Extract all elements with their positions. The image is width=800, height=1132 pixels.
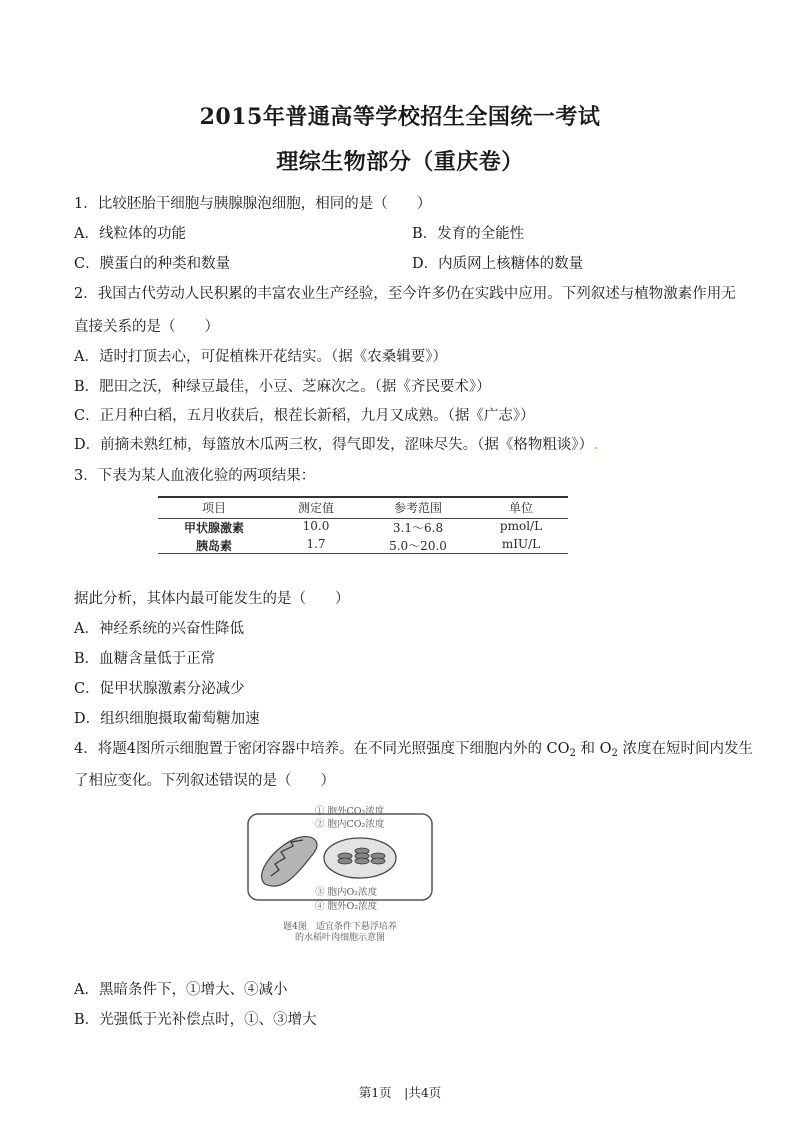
figure-label-3: ③ 胞内O₂浓度 <box>315 887 378 898</box>
table-header-cell: 单位 <box>508 501 533 515</box>
table-cell: 10.0 <box>302 519 330 533</box>
table-cell: 3.1～6.8 <box>392 521 444 535</box>
figure-label-4: ④ 胞外O₂浓度 <box>315 901 378 912</box>
q2-option-c: C．正月种白稻，五月收获后，根茬长新稻，九月又成熟。（据《广志》） <box>74 408 535 424</box>
q4-option-a: A．黑暗条件下，①增大、④减小 <box>74 982 288 998</box>
q2-stem-line2: 直接关系的是（ ） <box>74 319 219 335</box>
table-header-cell: 测定值 <box>297 501 334 515</box>
subscript: 2 <box>611 748 618 759</box>
table-header-cell: 项目 <box>201 501 226 515</box>
q1-option-b: B．发育的全能性 <box>412 226 525 242</box>
table-cell: 甲状腺激素 <box>183 521 244 535</box>
q3-option-b: B．血糖含量低于正常 <box>74 651 216 667</box>
q3-stem: 3．下表为某人血液化验的两项结果： <box>74 468 316 484</box>
q4-cell-figure <box>245 800 435 943</box>
q2-option-d <box>74 433 598 454</box>
stray-mark: . <box>593 434 599 453</box>
table-bottom-rule <box>158 553 568 554</box>
blood-test-table <box>158 496 568 554</box>
q1-stem: 1．比较胚胎干细胞与胰腺腺泡细胞，相同的是（ ） <box>74 196 432 212</box>
q3-option-a: A．神经系统的兴奋性降低 <box>74 621 244 637</box>
q4-stem-part: 4．将题4图所示细胞置于密闭容器中培养。在不同光照强度下细胞内外的 CO <box>74 741 570 757</box>
q3-stem2: 据此分析，其体内最可能发生的是（ ） <box>74 591 350 607</box>
q2-option-a: A．适时打顶去心，可促植株开花结实。（据《农桑辑要》） <box>74 349 447 365</box>
subscript: 2 <box>569 748 576 759</box>
table-cell: 5.0～20.0 <box>389 539 447 553</box>
table-cell: mIU/L <box>501 537 541 551</box>
q1-option-c: C．膜蛋白的种类和数量 <box>74 256 231 272</box>
page-footer: 第1页 |共4页 <box>358 1085 442 1100</box>
q4-stem-line2: 了相应变化。下列叙述错误的是（ ） <box>74 773 335 789</box>
figure-caption-line1: 题4图 适宜条件下悬浮培养 <box>283 922 397 932</box>
q1-option-d: D．内质网上核糖体的数量 <box>412 256 584 272</box>
mitochondrion-icon <box>262 837 317 887</box>
exam-title: 2015年普通高等学校招生全国统一考试 <box>199 104 601 130</box>
figure-label-1: ① 胞外CO₂浓度 <box>315 806 385 817</box>
q3-option-c: C．促甲状腺激素分泌减少 <box>74 681 245 697</box>
q4-stem-line1 <box>74 737 753 759</box>
table-header-cell: 参考范围 <box>393 501 442 515</box>
q4-option-b: B．光强低于光补偿点时，①、③增大 <box>74 1012 317 1028</box>
figure-label-2: ② 胞内CO₂浓度 <box>315 819 385 830</box>
figure-caption-line2: 的水稻叶肉细胞示意图 <box>294 933 385 943</box>
q3-option-d: D．组织细胞摄取葡萄糖加速 <box>74 711 260 727</box>
table-cell: 1.7 <box>306 537 326 551</box>
q4-stem-part: 浓度在短时间内发生 <box>617 741 754 757</box>
q2-stem-line1: 2．我国古代劳动人民积累的丰富农业生产经验，至今许多仍在实践中应用。下列叙述与植物激素作用无 <box>74 286 736 302</box>
q1-option-a: A．线粒体的功能 <box>74 226 186 242</box>
q2-option-d-text: D．前摘未熟红柿，每篮放木瓜两三枚，得气即发，涩味尽失。（据《格物粗谈》） <box>74 437 594 453</box>
q2-option-b: B．肥田之沃，种绿豆最佳，小豆、芝麻次之。（据《齐民要术》） <box>74 379 491 395</box>
table-cell: 胰岛素 <box>195 539 232 553</box>
table-cell: pmol/L <box>499 519 543 533</box>
q4-stem-part: 和 O <box>575 741 612 757</box>
chloroplast-icon <box>324 838 396 878</box>
exam-subtitle: 理综生物部分（重庆卷） <box>276 149 524 175</box>
